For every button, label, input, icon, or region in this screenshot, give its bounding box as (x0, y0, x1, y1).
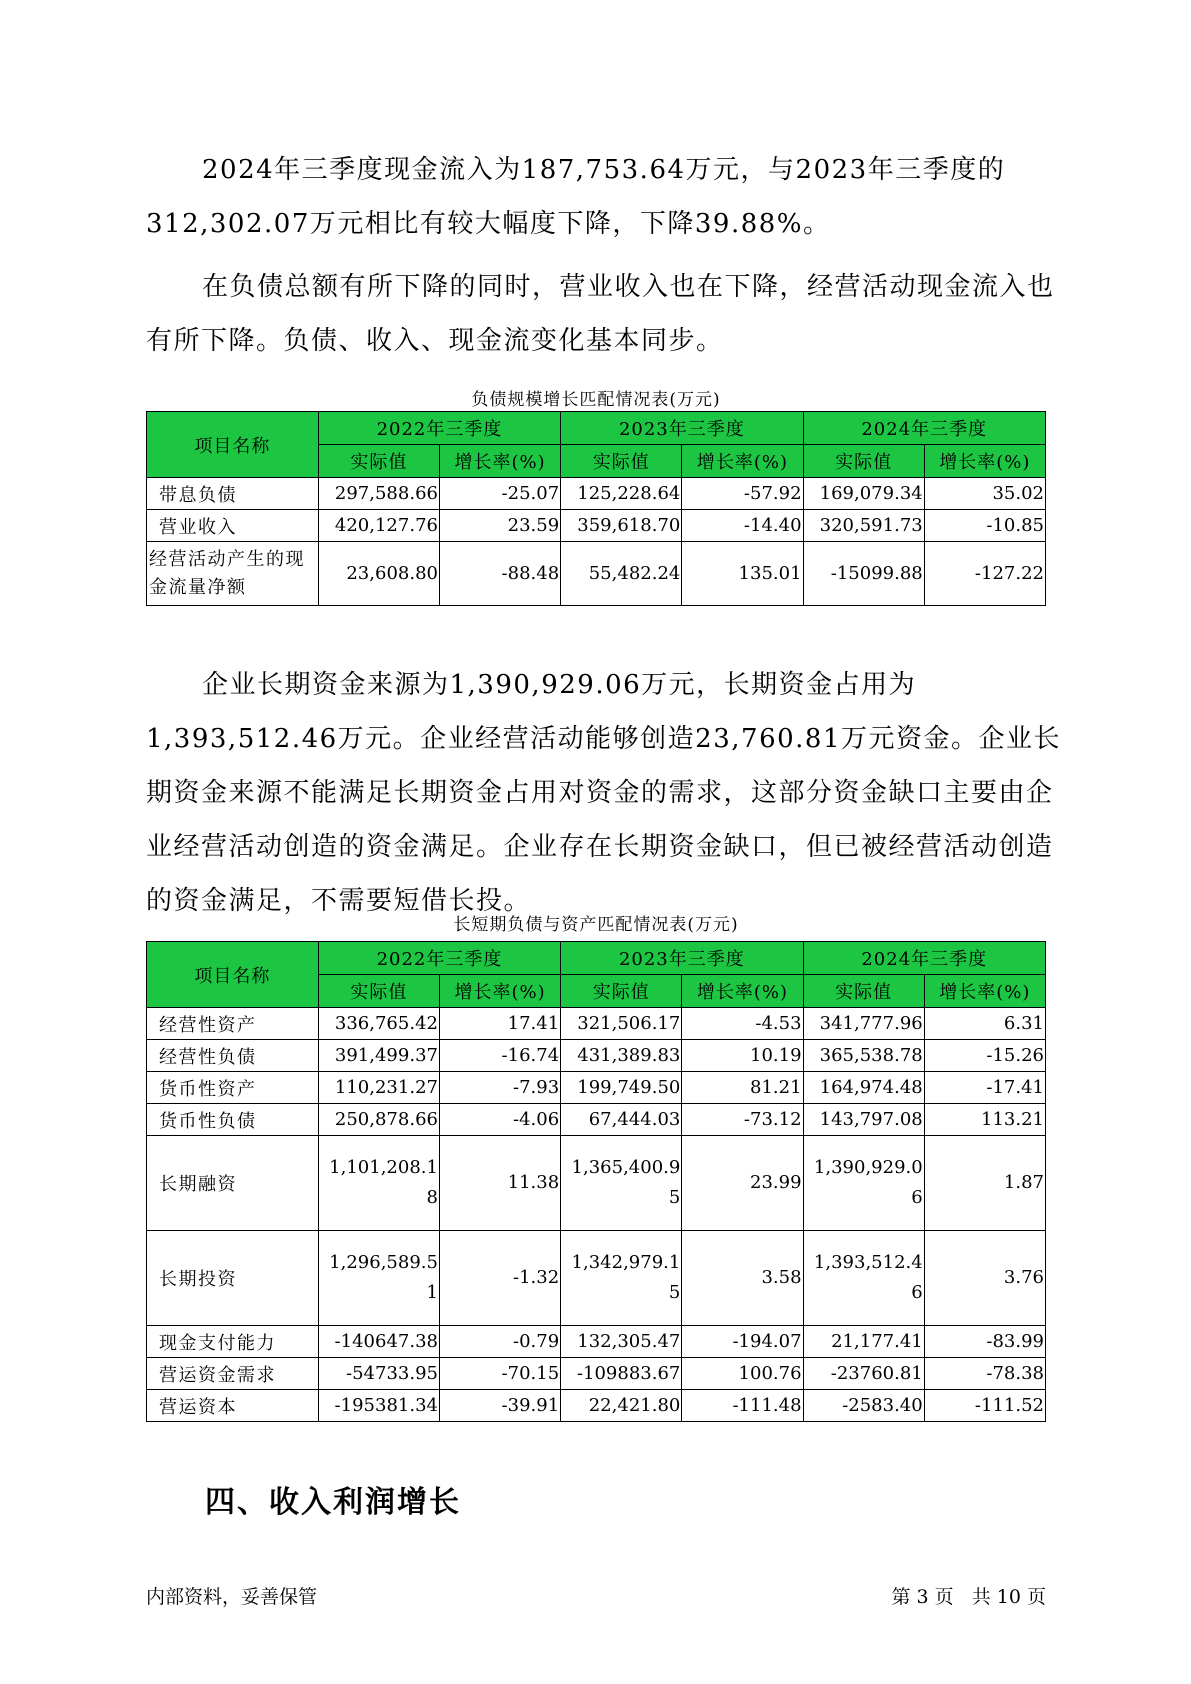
cell-value: 431,389.83 (561, 1040, 682, 1072)
header-period-2022: 2022年三季度 (318, 412, 560, 445)
cell-value: 341,777.96 (803, 1008, 924, 1040)
header-growth: 增长率(%) (439, 445, 560, 478)
cell-value: 321,506.17 (561, 1008, 682, 1040)
cell-value: 3.58 (682, 1231, 803, 1326)
cell-value: 164,974.48 (803, 1072, 924, 1104)
cell-value: 11.38 (439, 1136, 560, 1231)
cell-value: 1,365,400.95 (561, 1136, 682, 1231)
cell-value: 420,127.76 (318, 510, 439, 542)
cell-value: -0.79 (439, 1326, 560, 1358)
cell-value: 55,482.24 (561, 542, 682, 606)
debt-growth-table (146, 411, 1046, 606)
table-row (147, 1072, 1046, 1104)
row-label: 经营性资产 (147, 1008, 319, 1040)
cell-value: -57.92 (682, 478, 803, 510)
cell-value: 297,588.66 (318, 478, 439, 510)
row-label: 带息负债 (147, 478, 319, 510)
cell-value: 3.76 (924, 1231, 1045, 1326)
cell-value: 132,305.47 (561, 1326, 682, 1358)
cell-value: -15099.88 (803, 542, 924, 606)
cell-value: 365,538.78 (803, 1040, 924, 1072)
cell-value: -73.12 (682, 1104, 803, 1136)
paragraph-long-term-funds: 企业长期资金来源为1,390,929.06万元，长期资金占用为1,393,512.46万元。企业经营活动能够创造23,760.81万元资金。企业长期资金来源不能满足长期资金占用对资金的需求，这部分资金缺口主要由企业经营活动创造的资金满足。企业存在长期资金缺口，但已被经营活动创造的资金满足，不需要短借长投。 (146, 670, 1061, 916)
cell-value: 336,765.42 (318, 1008, 439, 1040)
header-actual: 实际值 (318, 445, 439, 478)
cell-value: 81.21 (682, 1072, 803, 1104)
header-growth: 增长率(%) (924, 975, 1045, 1008)
cell-value: 17.41 (439, 1008, 560, 1040)
footer-confidential-note: 内部资料，妥善保管 (146, 1586, 318, 1608)
cell-value: 22,421.80 (561, 1390, 682, 1422)
table-row (147, 1326, 1046, 1358)
cell-value: -16.74 (439, 1040, 560, 1072)
header-growth: 增长率(%) (682, 445, 803, 478)
header-actual: 实际值 (561, 445, 682, 478)
section-heading: 四、收入利润增长 (205, 1485, 461, 1520)
row-label: 营运资金需求 (147, 1358, 319, 1390)
cell-value: -109883.67 (561, 1358, 682, 1390)
header-period-2023: 2023年三季度 (561, 412, 803, 445)
header-actual: 实际值 (561, 975, 682, 1008)
cell-value: -1.32 (439, 1231, 560, 1326)
paragraph-debt-revenue: 在负债总额有所下降的同时，营业收入也在下降，经营活动现金流入也有所下降。负债、收入、现金流变化基本同步。 (146, 272, 1055, 356)
cell-value: 21,177.41 (803, 1326, 924, 1358)
paragraph-cash-inflow: 2024年三季度现金流入为187,753.64万元，与2023年三季度的312,302.07万元相比有较大幅度下降，下降39.88%。 (146, 155, 1006, 239)
cell-value: -194.07 (682, 1326, 803, 1358)
cell-value: 67,444.03 (561, 1104, 682, 1136)
row-label: 经营活动产生的现金流量净额 (147, 542, 319, 606)
header-growth: 增长率(%) (682, 975, 803, 1008)
cell-value: -2583.40 (803, 1390, 924, 1422)
cell-value: -17.41 (924, 1072, 1045, 1104)
cell-value: 320,591.73 (803, 510, 924, 542)
cell-value: 35.02 (924, 478, 1045, 510)
cell-value: -111.48 (682, 1390, 803, 1422)
header-period-2024: 2024年三季度 (803, 942, 1045, 975)
row-label: 长期投资 (147, 1231, 319, 1326)
cell-value: -78.38 (924, 1358, 1045, 1390)
cell-value: 1,101,208.18 (318, 1136, 439, 1231)
table-row (147, 1040, 1046, 1072)
cell-value: -127.22 (924, 542, 1045, 606)
header-actual: 实际值 (803, 975, 924, 1008)
cell-value: -88.48 (439, 542, 560, 606)
header-growth: 增长率(%) (439, 975, 560, 1008)
header-growth: 增长率(%) (924, 445, 1045, 478)
header-period-2022: 2022年三季度 (318, 942, 560, 975)
table1-caption: 负债规模增长匹配情况表(万元) (471, 390, 721, 410)
cell-value: 135.01 (682, 542, 803, 606)
cell-value: 125,228.64 (561, 478, 682, 510)
row-label: 长期融资 (147, 1136, 319, 1231)
cell-value: 6.31 (924, 1008, 1045, 1040)
table-row (147, 1358, 1046, 1390)
row-label: 经营性负债 (147, 1040, 319, 1072)
cell-value: -25.07 (439, 478, 560, 510)
table-row (147, 1104, 1046, 1136)
cell-value: -70.15 (439, 1358, 560, 1390)
table-row (147, 510, 1046, 542)
cell-value: 1,342,979.15 (561, 1231, 682, 1326)
asset-liability-match-table (146, 941, 1046, 1422)
table2-caption: 长短期负债与资产匹配情况表(万元) (453, 915, 739, 935)
cell-value: -195381.34 (318, 1390, 439, 1422)
cell-value: -54733.95 (318, 1358, 439, 1390)
table-row (147, 1136, 1046, 1231)
row-label: 营运资本 (147, 1390, 319, 1422)
cell-value: 23.99 (682, 1136, 803, 1231)
cell-value: 1,296,589.51 (318, 1231, 439, 1326)
cell-value: -4.06 (439, 1104, 560, 1136)
cell-value: 391,499.37 (318, 1040, 439, 1072)
table-row (147, 542, 1046, 606)
cell-value: -4.53 (682, 1008, 803, 1040)
table-row (147, 1008, 1046, 1040)
row-label: 营业收入 (147, 510, 319, 542)
row-label: 货币性资产 (147, 1072, 319, 1104)
cell-value: 10.19 (682, 1040, 803, 1072)
cell-value: -83.99 (924, 1326, 1045, 1358)
cell-value: 100.76 (682, 1358, 803, 1390)
header-actual: 实际值 (318, 975, 439, 1008)
cell-value: 23,608.80 (318, 542, 439, 606)
cell-value: -111.52 (924, 1390, 1045, 1422)
cell-value: -14.40 (682, 510, 803, 542)
table-row (147, 1390, 1046, 1422)
cell-value: 359,618.70 (561, 510, 682, 542)
row-label: 现金支付能力 (147, 1326, 319, 1358)
header-item-name: 项目名称 (147, 412, 319, 478)
cell-value: -10.85 (924, 510, 1045, 542)
cell-value: 110,231.27 (318, 1072, 439, 1104)
cell-value: -140647.38 (318, 1326, 439, 1358)
cell-value: 169,079.34 (803, 478, 924, 510)
cell-value: 250,878.66 (318, 1104, 439, 1136)
header-item-name: 项目名称 (147, 942, 319, 1008)
cell-value: -39.91 (439, 1390, 560, 1422)
cell-value: 1.87 (924, 1136, 1045, 1231)
row-label: 货币性负债 (147, 1104, 319, 1136)
header-actual: 实际值 (803, 445, 924, 478)
table-row (147, 1231, 1046, 1326)
cell-value: 23.59 (439, 510, 560, 542)
cell-value: -7.93 (439, 1072, 560, 1104)
header-period-2023: 2023年三季度 (561, 942, 803, 975)
cell-value: 199,749.50 (561, 1072, 682, 1104)
cell-value: 143,797.08 (803, 1104, 924, 1136)
cell-value: 113.21 (924, 1104, 1045, 1136)
cell-value: 1,393,512.46 (803, 1231, 924, 1326)
cell-value: -23760.81 (803, 1358, 924, 1390)
cell-value: -15.26 (924, 1040, 1045, 1072)
footer-page-number: 第 3 页 共 10 页 (891, 1586, 1046, 1608)
table-row (147, 478, 1046, 510)
cell-value: 1,390,929.06 (803, 1136, 924, 1231)
header-period-2024: 2024年三季度 (803, 412, 1045, 445)
